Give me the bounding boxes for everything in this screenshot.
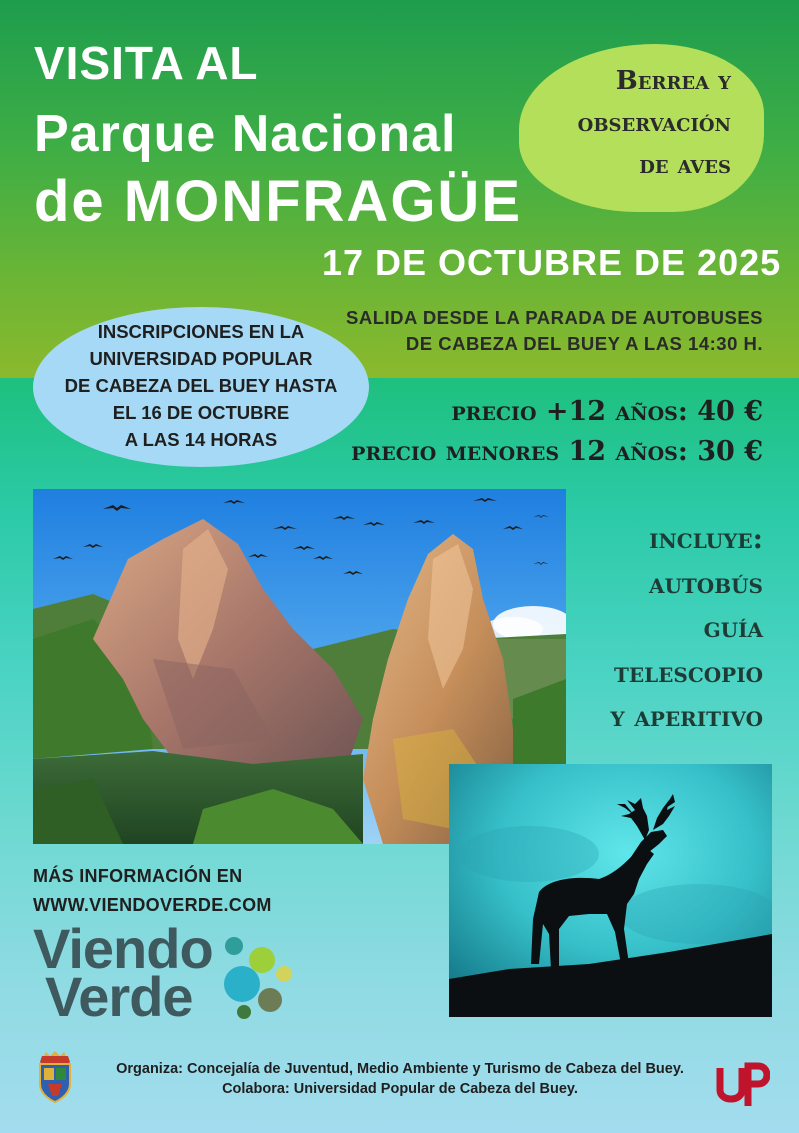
registration-line-4: EL 16 DE OCTUBRE <box>112 402 290 423</box>
town-coat-of-arms-icon <box>36 1050 74 1104</box>
includes-item: autobús <box>648 566 763 600</box>
registration-line-2: UNIVERSIDAD POPULAR <box>89 348 313 369</box>
credits <box>90 1059 710 1099</box>
title-line-3: de MONFRAGÜE <box>34 169 522 234</box>
departure-line-1: SALIDA DESDE LA PARADA DE AUTOBUSES <box>346 307 763 328</box>
includes-item: telescopio <box>613 655 763 689</box>
includes-item: guía <box>703 611 763 644</box>
includes-list <box>610 517 763 740</box>
includes-heading: incluye: <box>649 522 763 555</box>
includes-item: y aperitivo <box>610 700 763 733</box>
more-info <box>33 862 272 920</box>
event-date: 17 DE OCTUBRE DE 2025 <box>322 242 782 283</box>
deer-silhouette-photo <box>449 764 772 1017</box>
activity-text <box>519 60 759 186</box>
logo-word-viendo: Viendo <box>33 917 213 980</box>
price-adult: precio +12 años: 40 € <box>451 396 763 427</box>
price-child: precio menores 12 años: 30 € <box>351 436 763 467</box>
activity-line-2: observación <box>577 108 731 138</box>
title-line-1: VISITA AL <box>34 37 259 89</box>
organizer-line: Organiza: Concejalía de Juventud, Medio Ambiente y Turismo de Cabeza del Buey. <box>116 1061 684 1077</box>
activity-line-3: de aves <box>639 150 731 180</box>
title-line-2: Parque Nacional <box>34 105 457 163</box>
more-info-label: MÁS INFORMACIÓN EN <box>33 866 243 886</box>
website-url[interactable]: WWW.VIENDOVERDE.COM <box>33 895 272 915</box>
logo-word-verde: Verde <box>45 965 193 1028</box>
universidad-popular-logo-icon <box>716 1062 770 1108</box>
viendo-verde-dots-icon <box>214 934 296 1020</box>
activity-line-1: Berrea y <box>615 66 731 96</box>
registration-line-1: INSCRIPCIONES EN LA <box>97 321 305 342</box>
registration-text <box>33 318 369 453</box>
departure-line-2: DE CABEZA DEL BUEY A LAS 14:30 H. <box>405 333 763 354</box>
collaborator-line: Colabora: Universidad Popular de Cabeza del Buey. <box>222 1081 578 1097</box>
registration-line-5: A LAS 14 HORAS <box>124 429 278 450</box>
departure-info <box>346 305 763 357</box>
registration-line-3: DE CABEZA DEL BUEY HASTA <box>64 375 338 396</box>
